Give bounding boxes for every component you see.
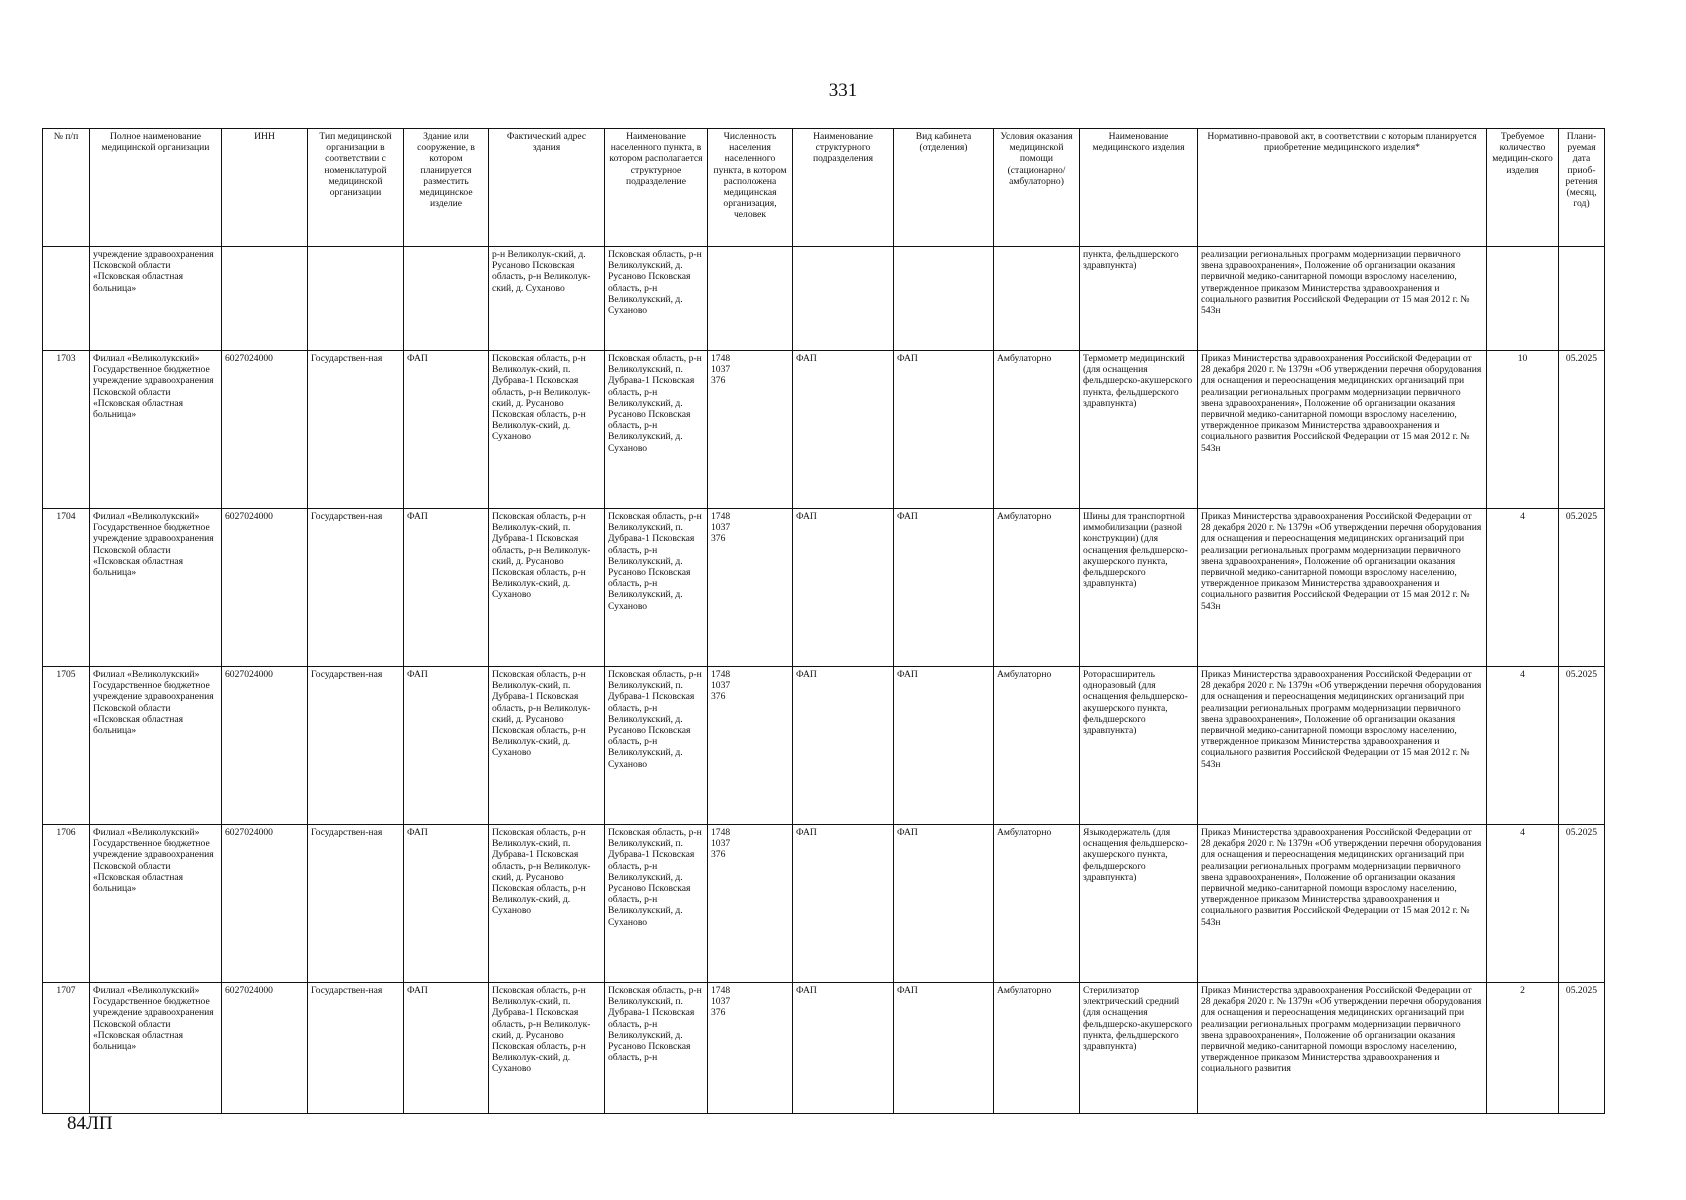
cell-unit: ФАП [793,983,894,1114]
cell-type: Государствен-ная [308,983,404,1114]
cell-settlement: Псковская область, р-н Великолукский, п. Дубрава-1 Псковская область, р-н Великолукский, д. Русаново Псковская область, р-н Великолукский, д. Суханово [605,825,708,983]
cell-building: ФАП [404,351,489,509]
cell-qty: 2 [1487,983,1559,1114]
cell-device: Стерилизатор электрический средний (для оснащения фельдшерско-акушерского пункта, фельдшерского здравпункта) [1080,983,1198,1114]
cell-building: ФАП [404,983,489,1114]
header-type: Тип медицинской организации в соответствии с номенклатурой медицинской организации [308,129,404,247]
table-row [43,825,1605,983]
cell-address: р-н Великолук-ский, д. Русаново Псковская область, р-н Великолук-ский, д. Суханово [489,247,605,351]
cell-conditions: Амбулаторно [994,351,1080,509]
cell-org: Филиал «Великолукский» Государственное бюджетное учреждение здравоохранения Псковской области «Псковская областная больница» [90,983,222,1114]
cell-population: 1748 1037 376 [708,351,793,509]
cell-act: Приказ Министерства здравоохранения Российской Федерации от 28 декабря 2020 г. № 1379н «Об утверждении перечня оборудования для оснащения и переоснащения медицинских организаций при реализации региональных программ модернизации первичного звена здравоохранения», Положение об организации оказания первичной медико-санитарной помощи взрослому населению, утвержденное приказом Министерства здравоохранения и социального развития Российской Федерации от 15 мая 2012 г. № 543н [1198,351,1487,509]
header-row [43,129,1605,247]
cell-address: Псковская область, р-н Великолук-ский, п. Дубрава-1 Псковская область, р-н Великолук-ский, д. Русаново Псковская область, р-н Великолук-ский, д. Суханово [489,825,605,983]
cell-act: реализации региональных программ модернизации первичного звена здравоохранения», Положение об организации оказания первичной медико-санитарной помощи взрослому населению, утвержденное приказом Министерства здравоохранения и социального развития Российской Федерации от 15 мая 2012 г. № 543н [1198,247,1487,351]
cell-num: 1705 [43,667,90,825]
cell-org: Филиал «Великолукский» Государственное бюджетное учреждение здравоохранения Псковской области «Псковская областная больница» [90,351,222,509]
cell-inn: 6027024000 [222,825,308,983]
cell-population: 1748 1037 376 [708,983,793,1114]
cell-unit: ФАП [793,667,894,825]
continuation-row [43,247,1605,351]
cell-cabinet: ФАП [894,351,994,509]
cell-type: Государствен-ная [308,825,404,983]
cell-act: Приказ Министерства здравоохранения Российской Федерации от 28 декабря 2020 г. № 1379н «Об утверждении перечня оборудования для оснащения и переоснащения медицинских организаций при реализации региональных программ модернизации первичного звена здравоохранения», Положение об организации оказания первичной медико-санитарной помощи взрослому населению, утвержденное приказом Министерства здравоохранения и социального развития Российской Федерации от 15 мая 2012 г. № 543н [1198,509,1487,667]
table-row [43,351,1605,509]
cell-qty: 4 [1487,667,1559,825]
cell-building: ФАП [404,667,489,825]
header-cabinet: Вид кабинета (отделения) [894,129,994,247]
cell-type: Государствен-ная [308,351,404,509]
cell-address: Псковская область, р-н Великолук-ский, п. Дубрава-1 Псковская область, р-н Великолук-ский, д. Русаново Псковская область, р-н Великолук-ский, д. Суханово [489,983,605,1114]
cell-num: 1704 [43,509,90,667]
cell-settlement: Псковская область, р-н Великолукский, д. Русаново Псковская область, р-н Великолукский, д. Суханово [605,247,708,351]
header-population: Численность населения населенного пункта, в котором расположена медицинская организация, человек [708,129,793,247]
cell-device: Роторасширитель одноразовый (для оснащения фельдшерско-акушерского пункта, фельдшерского здравпункта) [1080,667,1198,825]
cell-cabinet: ФАП [894,509,994,667]
cell-building: ФАП [404,509,489,667]
cell-date: 05.2025 [1559,983,1605,1114]
cell-org: Филиал «Великолукский» Государственное бюджетное учреждение здравоохранения Псковской области «Псковская областная больница» [90,667,222,825]
cell-device: Языкодержатель (для оснащения фельдшерско-акушерского пункта, фельдшерского здравпункта) [1080,825,1198,983]
cell-type: Государствен-ная [308,509,404,667]
equipment-table [42,128,1605,1114]
cell-date: 05.2025 [1559,825,1605,983]
table-row [43,509,1605,667]
cell-unit: ФАП [793,825,894,983]
cell-org: Филиал «Великолукский» Государственное бюджетное учреждение здравоохранения Псковской области «Псковская областная больница» [90,825,222,983]
cell-address: Псковская область, р-н Великолук-ский, п. Дубрава-1 Псковская область, р-н Великолук-ский, д. Русаново Псковская область, р-н Великолук-ский, д. Суханово [489,351,605,509]
cell-cabinet: ФАП [894,825,994,983]
cell-date: 05.2025 [1559,509,1605,667]
table-row [43,983,1605,1114]
cell-num: 1707 [43,983,90,1114]
cell-building: ФАП [404,825,489,983]
header-device: Наименование медицинского изделия [1080,129,1198,247]
page-number: 331 [828,80,858,101]
cell-unit: ФАП [793,509,894,667]
cell-inn: 6027024000 [222,983,308,1114]
cell-device: пункта, фельдшерского здравпункта) [1080,247,1198,351]
header-settlement: Наименование населенного пункта, в котором располагается структурное подразделение [605,129,708,247]
cell-act: Приказ Министерства здравоохранения Российской Федерации от 28 декабря 2020 г. № 1379н «Об утверждении перечня оборудования для оснащения и переоснащения медицинских организаций при реализации региональных программ модернизации первичного звена здравоохранения», Положение об организации оказания первичной медико-санитарной помощи взрослому населению, утвержденное приказом Министерства здравоохранения и социального развития Российской Федерации от 15 мая 2012 г. № 543н [1198,825,1487,983]
cell-num: 1703 [43,351,90,509]
cell-act: Приказ Министерства здравоохранения Российской Федерации от 28 декабря 2020 г. № 1379н «Об утверждении перечня оборудования для оснащения и переоснащения медицинских организаций при реализации региональных программ модернизации первичного звена здравоохранения», Положение об организации оказания первичной медико-санитарной помощи взрослому населению, утвержденное приказом Министерства здравоохранения и социального развития Российской Федерации от 15 мая 2012 г. № 543н [1198,667,1487,825]
cell-num: 1706 [43,825,90,983]
cell-settlement: Псковская область, р-н Великолукский, п. Дубрава-1 Псковская область, р-н Великолукский, д. Русаново Псковская область, р-н [605,983,708,1114]
header-building: Здание или сооружение, в котором планируется разместить медицинское изделие [404,129,489,247]
cell-device: Термометр медицинский (для оснащения фельдшерско-акушерского пункта, фельдшерского здравпункта) [1080,351,1198,509]
header-num: № п/п [43,129,90,247]
cell-conditions: Амбулаторно [994,983,1080,1114]
cell-type: Государствен-ная [308,667,404,825]
cell-act: Приказ Министерства здравоохранения Российской Федерации от 28 декабря 2020 г. № 1379н «Об утверждении перечня оборудования для оснащения и переоснащения медицинских организаций при реализации региональных программ модернизации первичного звена здравоохранения», Положение об организации оказания первичной медико-санитарной помощи взрослому населению, утвержденное приказом Министерства здравоохранения и социального развития [1198,983,1487,1114]
header-date: Плани-руемая дата приоб-ретения (месяц, год) [1559,129,1605,247]
cell-org: Филиал «Великолукский» Государственное бюджетное учреждение здравоохранения Псковской области «Псковская областная больница» [90,509,222,667]
cell-conditions: Амбулаторно [994,667,1080,825]
cell-qty: 4 [1487,509,1559,667]
cell-address: Псковская область, р-н Великолук-ский, п. Дубрава-1 Псковская область, р-н Великолук-ский, д. Русаново Псковская область, р-н Великолук-ский, д. Суханово [489,509,605,667]
header-qty: Требуемое количество медицин-ского изделия [1487,129,1559,247]
cell-qty: 10 [1487,351,1559,509]
footer-code: 84ЛП [67,1113,113,1134]
cell-settlement: Псковская область, р-н Великолукский, п. Дубрава-1 Псковская область, р-н Великолукский, д. Русаново Псковская область, р-н Великолукский, д. Суханово [605,509,708,667]
cell-org: учреждение здравоохранения Псковской области «Псковская областная больница» [90,247,222,351]
cell-settlement: Псковская область, р-н Великолукский, п. Дубрава-1 Псковская область, р-н Великолукский, д. Русаново Псковская область, р-н Великолукский, д. Суханово [605,667,708,825]
cell-population: 1748 1037 376 [708,825,793,983]
header-act: Нормативно-правовой акт, в соответствии с которым планируется приобретение медицинского изделия* [1198,129,1487,247]
cell-device: Шины для транспортной иммобилизации (разной конструкции) (для оснащения фельдшерско-акушерского пункта, фельдшерского здравпункта) [1080,509,1198,667]
cell-conditions: Амбулаторно [994,825,1080,983]
cell-settlement: Псковская область, р-н Великолукский, п. Дубрава-1 Псковская область, р-н Великолукский, д. Русаново Псковская область, р-н Великолукский, д. Суханово [605,351,708,509]
cell-date: 05.2025 [1559,351,1605,509]
header-inn: ИНН [222,129,308,247]
header-address: Фактический адрес здания [489,129,605,247]
cell-date: 05.2025 [1559,667,1605,825]
cell-inn: 6027024000 [222,351,308,509]
header-org: Полное наименование медицинской организации [90,129,222,247]
cell-population: 1748 1037 376 [708,667,793,825]
cell-qty: 4 [1487,825,1559,983]
cell-cabinet: ФАП [894,983,994,1114]
table-row [43,667,1605,825]
cell-address: Псковская область, р-н Великолук-ский, п. Дубрава-1 Псковская область, р-н Великолук-ский, д. Русаново Псковская область, р-н Великолук-ский, д. Суханово [489,667,605,825]
cell-cabinet: ФАП [894,667,994,825]
header-unit: Наименование структурного подразделения [793,129,894,247]
cell-inn: 6027024000 [222,509,308,667]
cell-conditions: Амбулаторно [994,509,1080,667]
cell-inn: 6027024000 [222,667,308,825]
header-conditions: Условия оказания медицинской помощи (стационарно/ амбулаторно) [994,129,1080,247]
cell-unit: ФАП [793,351,894,509]
cell-population: 1748 1037 376 [708,509,793,667]
